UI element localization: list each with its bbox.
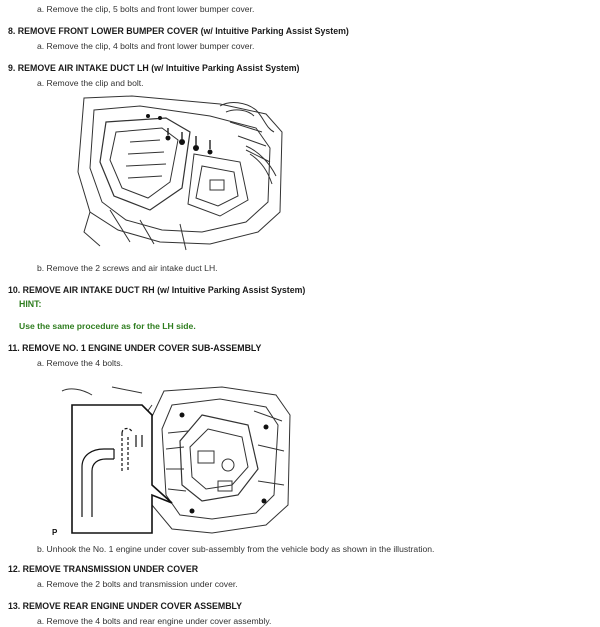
step-7a-text: a. Remove the clip, 5 bolts and front lower bumper cover.: [37, 4, 255, 14]
engine-under-cover-illustration: [52, 385, 292, 537]
step-9b-text: b. Remove the 2 screws and air intake duct LH.: [37, 263, 218, 273]
step-11b-text: b. Unhook the No. 1 engine under cover sub-assembly from the vehicle body as shown in the illustration.: [37, 544, 435, 554]
step-11-heading: 11. REMOVE NO. 1 ENGINE UNDER COVER SUB-ASSEMBLY: [8, 343, 262, 353]
step-11a-text: a. Remove the 4 bolts.: [37, 358, 123, 368]
figure-label-p: P: [52, 528, 58, 537]
step-9a-text: a. Remove the clip and bolt.: [37, 78, 144, 88]
hint-text: Use the same procedure as for the LH side.: [19, 321, 196, 331]
step-9-heading: 9. REMOVE AIR INTAKE DUCT LH (w/ Intuitive Parking Assist System): [8, 63, 300, 73]
step-10-heading: 10. REMOVE AIR INTAKE DUCT RH (w/ Intuitive Parking Assist System): [8, 285, 306, 295]
step-8-heading: 8. REMOVE FRONT LOWER BUMPER COVER (w/ Intuitive Parking Assist System): [8, 26, 349, 36]
hint-label: HINT:: [19, 299, 42, 309]
step-13-heading: 13. REMOVE REAR ENGINE UNDER COVER ASSEMBLY: [8, 601, 242, 611]
step-13a-text: a. Remove the 4 bolts and rear engine under cover assembly.: [37, 616, 272, 626]
step-12-heading: 12. REMOVE TRANSMISSION UNDER COVER: [8, 564, 199, 574]
step-12a-text: a. Remove the 2 bolts and transmission under cover.: [37, 579, 238, 589]
step-8a-text: a. Remove the clip, 4 bolts and front lower bumper cover.: [37, 41, 255, 51]
air-intake-duct-illustration: [70, 92, 285, 255]
